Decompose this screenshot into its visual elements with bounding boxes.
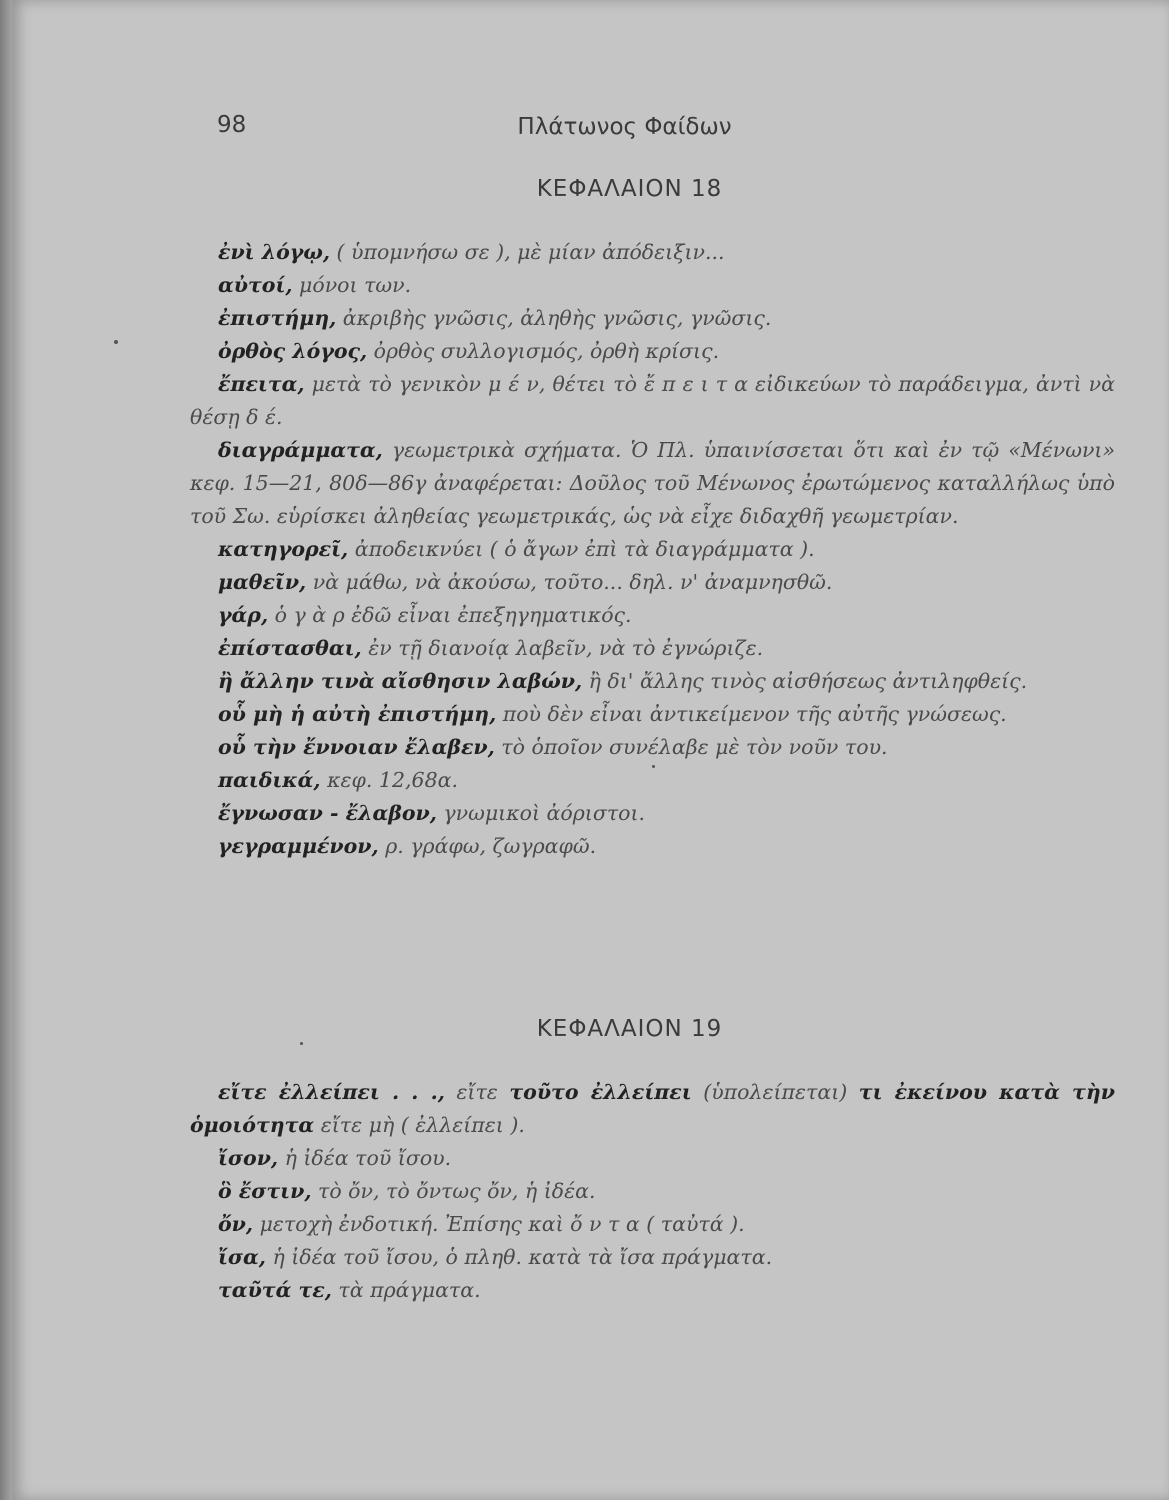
entry-lemma: οὗ μὴ ἡ αὐτὴ ἐπιστήμη, xyxy=(218,702,497,726)
entry-lemma: τι ἐκείνου κατὰ τὴν ὁμοιότητα xyxy=(190,1080,1115,1137)
entry-lemma: αὐτοί, xyxy=(218,273,293,297)
glossary-entry xyxy=(190,368,1115,434)
glossary-entry xyxy=(190,1241,1115,1274)
entry-lemma: μαθεῖν, xyxy=(218,570,307,594)
glossary-entry xyxy=(190,1175,1115,1208)
entry-gloss: τὸ ὁποῖον συνέλαβε μὲ τὸν νοῦν του. xyxy=(494,735,888,759)
entry-gloss: κεφ. 12,68α. xyxy=(320,768,458,792)
entry-lemma: ὄν, xyxy=(218,1212,254,1236)
entry-lemma: παιδικά, xyxy=(218,768,321,792)
chapter-heading: ΚΕΦΑΛΑΙΟΝ 19 xyxy=(536,1016,723,1042)
entry-gloss: ἡ ἰδέα τοῦ ἴσου, ὁ πληθ. κατὰ τὰ ἴσα πράγματα. xyxy=(265,1245,773,1269)
entry-lemma: τοῦτο ἐλλείπει xyxy=(509,1080,692,1104)
entry-gloss: ἡ ἰδέα τοῦ ἴσου. xyxy=(278,1146,452,1170)
entry-lemma: ἐπίστασθαι, xyxy=(218,636,362,660)
entry-gloss: τὸ ὄν, τὸ ὄντως ὄν, ἡ ἰδέα. xyxy=(311,1179,596,1203)
glossary-entry xyxy=(190,698,1115,731)
entry-lemma: εἴτε ἐλλείπει . . ., xyxy=(218,1080,445,1104)
entry-lemma: ἔγνωσαν - ἔλαβον, xyxy=(218,801,437,825)
entry-gloss: (ὑπολείπεται) xyxy=(691,1080,859,1104)
entry-gloss: μόνοι των. xyxy=(292,273,412,297)
entry-gloss: εἴτε xyxy=(444,1080,510,1104)
entry-lemma: ἴσον, xyxy=(218,1146,279,1170)
entry-lemma: οὗ τὴν ἔννοιαν ἔλαβεν, xyxy=(218,735,495,759)
entry-lemma: ὃ ἔστιν, xyxy=(218,1179,312,1203)
entry-gloss: ἀκριβὴς γνῶσις, ἀληθὴς γνῶσις, γνῶσις. xyxy=(336,306,772,330)
entry-gloss: γνωμικοὶ ἀόριστοι. xyxy=(436,801,646,825)
glossary-entry xyxy=(190,335,1115,368)
entry-gloss: ἀποδεικνύει ( ὁ ἄγων ἐπὶ τὰ διαγράμματα ). xyxy=(348,537,815,561)
book-title: Πλάτωνος Φαίδων xyxy=(517,114,732,140)
entry-lemma: κατηγορεῖ, xyxy=(218,537,349,561)
glossary-entry xyxy=(190,632,1115,665)
entry-gloss: νὰ μάθω, νὰ ἀκούσω, τοῦτο... δηλ. ν' ἀναμνησθῶ. xyxy=(306,570,833,594)
entry-gloss: ( ὑπομνήσω σε ), μὲ μίαν ἀπόδειξιν... xyxy=(329,240,725,264)
glossary-entry xyxy=(190,830,1115,863)
entry-lemma: ἢ ἄλλην τινὰ αἴσθησιν λαβών, xyxy=(218,669,583,693)
entry-gloss: εἴτε μὴ ( ἐλλείπει ). xyxy=(314,1113,525,1137)
entry-lemma: γεγραμμένον, xyxy=(218,834,379,858)
glossary-entry xyxy=(190,236,1115,269)
running-header xyxy=(0,112,1169,148)
entry-lemma: ἐνὶ λόγῳ, xyxy=(218,240,330,264)
glossary-entry xyxy=(190,797,1115,830)
glossary-entry xyxy=(190,434,1115,533)
entry-gloss: ρ. γράφω, ζωγραφῶ. xyxy=(378,834,597,858)
glossary-entry xyxy=(190,1208,1115,1241)
chapter-heading: ΚΕΦΑΛΑΙΟΝ 18 xyxy=(536,176,723,202)
entry-lemma: ὀρθὸς λόγος, xyxy=(218,339,368,363)
print-speck xyxy=(114,340,118,344)
entry-gloss: μετοχὴ ἐνδοτική. Ἐπίσης καὶ ὄ ν τ α ( ταὐτά ). xyxy=(253,1212,745,1236)
entry-lemma: ἐπιστήμη, xyxy=(218,306,337,330)
entry-lemma: ἔπειτα, xyxy=(218,372,305,396)
print-speck xyxy=(300,1042,303,1045)
glossary-entry xyxy=(190,566,1115,599)
glossary-entry xyxy=(190,533,1115,566)
entry-lemma: γάρ, xyxy=(218,603,269,627)
glossary-list xyxy=(190,1076,1115,1307)
glossary-entry xyxy=(190,1076,1115,1142)
page-edge xyxy=(0,0,12,1500)
glossary-entry xyxy=(190,1142,1115,1175)
entry-gloss: ἢ δι' ἄλλης τινὸς αἰσθήσεως ἀντιληφθείς. xyxy=(582,669,1028,693)
glossary-entry xyxy=(190,764,1115,797)
glossary-entry xyxy=(190,731,1115,764)
print-speck xyxy=(652,765,655,768)
glossary-list xyxy=(190,236,1115,863)
glossary-entry xyxy=(190,1274,1115,1307)
glossary-entry xyxy=(190,665,1115,698)
page-number: 98 xyxy=(217,112,247,138)
entry-gloss: γεωμετρικὰ σχήματα. Ὁ Πλ. ὑπαινίσσεται ὅτι καὶ ἐν τῷ «Μένωνι» κεφ. 15—21, 80δ—86γ ἀναφέρεται: Δοῦλος τοῦ Μένωνος ἐρωτώμενος καταλλήλως ὑπὸ τοῦ Σω. εὑρίσκει ἀληθείας γεωμετρικάς, ὡς νὰ εἶχε διδαχθῆ γεωμετρίαν. xyxy=(190,438,1115,528)
entry-lemma: ταῦτά τε, xyxy=(218,1278,332,1302)
entry-lemma: διαγράμματα, xyxy=(218,438,383,462)
entry-gloss: ὀρθὸς συλλογισμός, ὀρθὴ κρίσις. xyxy=(367,339,720,363)
entry-gloss: τὰ πράγματα. xyxy=(331,1278,481,1302)
glossary-entry xyxy=(190,599,1115,632)
entry-gloss: ὁ γ ὰ ρ ἐδῶ εἶναι ἐπεξηγηματικός. xyxy=(268,603,632,627)
entry-gloss: ποὺ δὲν εἶναι ἀντικείμενον τῆς αὐτῆς γνώσεως. xyxy=(496,702,1007,726)
glossary-entry xyxy=(190,302,1115,335)
entry-lemma: ἴσα, xyxy=(218,1245,266,1269)
glossary-entry xyxy=(190,269,1115,302)
entry-gloss: μετὰ τὸ γενικὸν μ έ ν, θέτει τὸ ἔ π ε ι τ α εἰδικεύων τὸ παράδειγμα, ἀντὶ νὰ θέσῃ δ έ. xyxy=(190,372,1115,429)
entry-gloss: ἐν τῇ διανοίᾳ λαβεῖν, νὰ τὸ ἐγνώριζε. xyxy=(361,636,764,660)
